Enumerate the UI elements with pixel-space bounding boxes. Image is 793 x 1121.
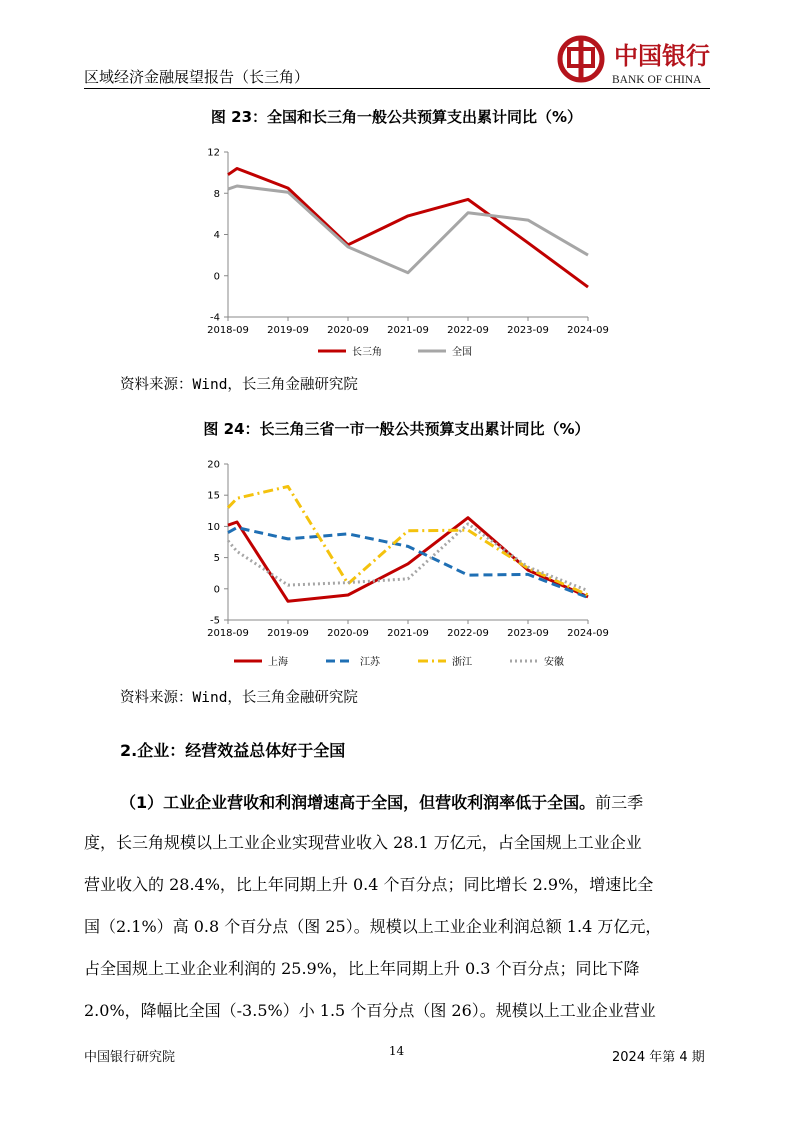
- fig24-y-tick-label: 0: [213, 584, 220, 596]
- paragraph-lead: （1）工业企业营收和利润增速高于全国，但营收利润率低于全国。: [120, 793, 596, 812]
- header-divider: [84, 88, 710, 89]
- report-header-title: 区域经济金融展望报告（长三角）: [84, 68, 310, 86]
- fig24-legend-label-0: 上海: [268, 657, 288, 668]
- figure-23-source: 资料来源：Wind，长三角金融研究院: [120, 377, 358, 393]
- paragraph-line-6: 2.0%，降幅比全国（-3.5%）小 1.5 个百分点（图 26）。规模以上工业企业营业: [84, 1001, 656, 1020]
- fig23-y-tick-label: 4: [213, 230, 220, 241]
- section-heading: 2.企业：经营效益总体好于全国: [120, 741, 346, 760]
- figure-23-title: 图 23：全国和长三角一般公共预算支出累计同比（%）: [210, 108, 583, 126]
- figure-24-chart: [170, 452, 630, 674]
- paragraph-line-2: 度，长三角规模以上工业企业实现营业收入 28.1 万亿元，占全国规上工业企业: [84, 833, 642, 852]
- fig24-series-3-line: [228, 524, 588, 591]
- figure-23-chart: [170, 140, 630, 365]
- paragraph-line-1: [120, 792, 710, 814]
- fig24-x-tick-label: 2022-09: [447, 628, 489, 639]
- fig23-legend-label-0: 长三角: [352, 347, 382, 358]
- fig24-x-tick-label: 2021-09: [387, 628, 429, 639]
- footer-page-number: 14: [388, 1044, 405, 1058]
- fig23-x-tick-label: 2019-09: [267, 325, 309, 336]
- fig23-y-tick-label: 0: [213, 271, 220, 283]
- fig23-x-tick-label: 2021-09: [387, 325, 429, 336]
- fig24-legend-label-1: 江苏: [360, 657, 380, 668]
- fig23-series-0-line: [228, 169, 588, 288]
- fig24-legend-label-3: 安徽: [544, 657, 564, 668]
- fig24-series-0-line: [228, 518, 588, 602]
- paragraph-line-5: 占全国规上工业企业利润的 25.9%，比上年同期上升 0.3 个百分点；同比下降: [84, 959, 640, 978]
- fig24-y-tick-label: -5: [210, 615, 220, 627]
- fig23-x-tick-label: 2018-09: [207, 325, 249, 336]
- fig23-x-tick-label: 2020-09: [327, 325, 369, 336]
- fig23-y-tick-label: -4: [210, 312, 220, 324]
- bank-of-china-logo: [556, 34, 716, 88]
- fig24-y-tick-label: 5: [213, 553, 220, 565]
- fig23-legend-label-1: 全国: [452, 347, 472, 358]
- fig23-x-tick-label: 2024-09: [567, 325, 609, 336]
- fig24-y-tick-label: 20: [207, 459, 220, 471]
- footer-publisher: 中国银行研究院: [84, 1050, 176, 1065]
- fig24-y-tick-label: 10: [207, 521, 220, 533]
- paragraph-line-3: 营业收入的 28.4%，比上年同期上升 0.4 个百分点；同比增长 2.9%，增速比全: [84, 875, 654, 894]
- logo-cn-text: 中国银行: [614, 41, 710, 70]
- fig23-y-tick-label: 8: [213, 188, 220, 200]
- fig24-x-tick-label: 2020-09: [327, 628, 369, 639]
- fig24-y-tick-label: 15: [207, 490, 220, 502]
- fig23-x-tick-label: 2022-09: [447, 325, 489, 336]
- fig24-x-tick-label: 2019-09: [267, 628, 309, 639]
- fig24-x-tick-label: 2018-09: [207, 628, 249, 639]
- footer-issue: 2024 年第 4 期: [612, 1050, 705, 1065]
- fig23-series-1-line: [228, 186, 588, 273]
- fig24-x-tick-label: 2024-09: [567, 628, 609, 639]
- fig24-x-tick-label: 2023-09: [507, 628, 549, 639]
- fig23-y-tick-label: 12: [207, 147, 220, 159]
- logo-en-text: BANK OF CHINA: [612, 74, 702, 86]
- fig24-legend-label-2: 浙江: [452, 657, 472, 668]
- paragraph-line-4: 国（2.1%）高 0.8 个百分点（图 25）。规模以上工业企业利润总额 1.4 万亿元，: [84, 917, 662, 936]
- paragraph-text: 前三季: [595, 793, 644, 812]
- figure-24-source: 资料来源：Wind，长三角金融研究院: [120, 690, 358, 706]
- fig23-x-tick-label: 2023-09: [507, 325, 549, 336]
- figure-24-title: 图 24：长三角三省一市一般公共预算支出累计同比（%）: [203, 420, 590, 438]
